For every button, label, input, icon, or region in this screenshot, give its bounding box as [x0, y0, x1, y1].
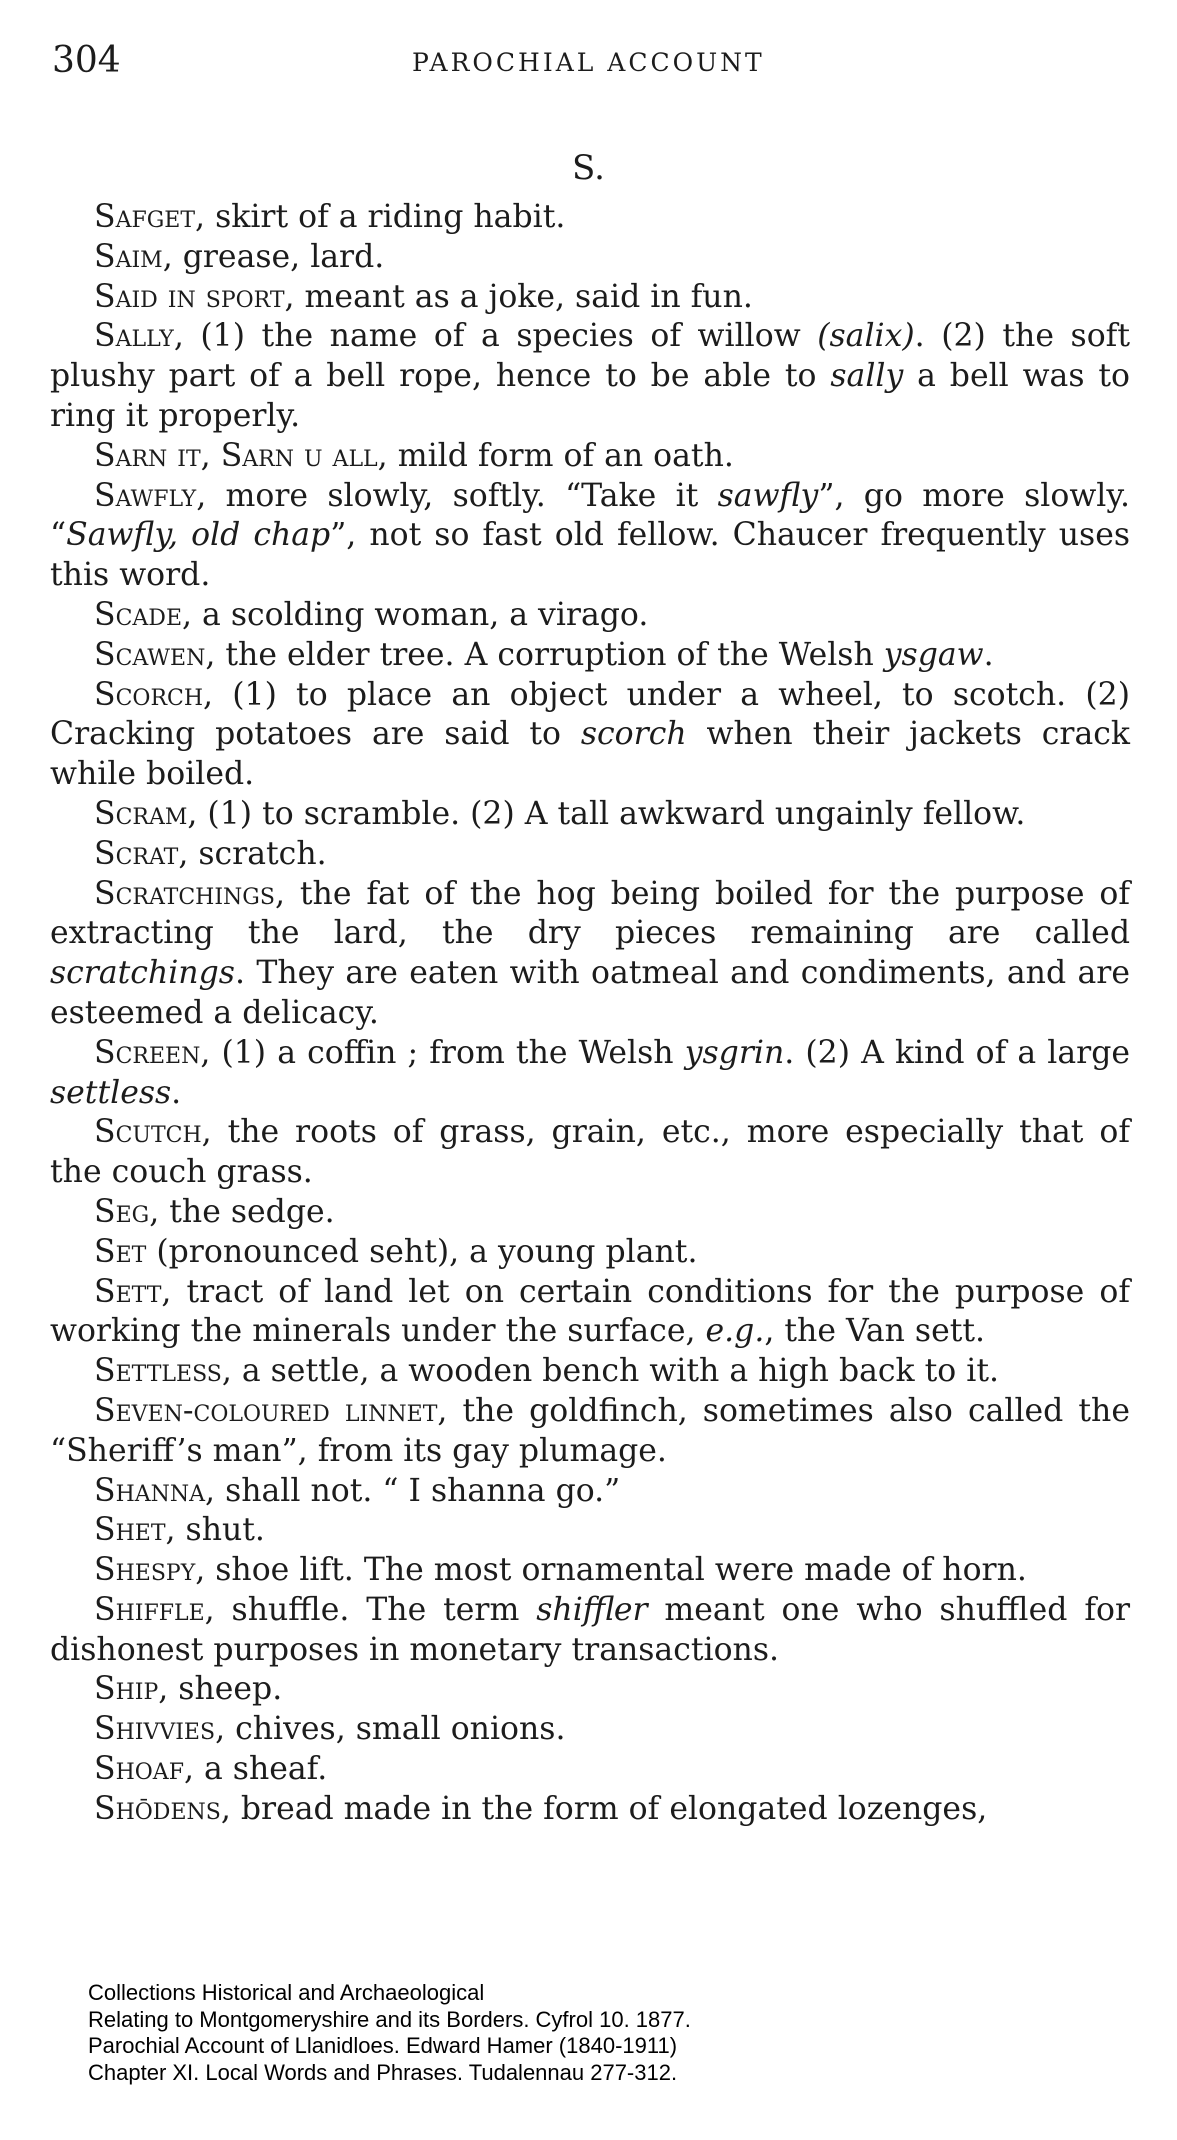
entry-italic-text: sally — [830, 358, 904, 395]
glossary-entry — [50, 317, 1130, 436]
entry-headword: Shivvies — [94, 1711, 216, 1748]
entry-italic-text: ysgaw — [883, 636, 984, 673]
entry-headword: Shoaf — [94, 1751, 184, 1788]
entry-headword: Shōdens — [94, 1790, 221, 1827]
entry-headword: Safget — [94, 199, 196, 235]
glossary-entry — [50, 1551, 1130, 1591]
entry-headword: Scratchings — [94, 875, 275, 912]
entry-headword: Shespy — [94, 1552, 196, 1589]
entry-text: , a sheaf. — [183, 1751, 328, 1788]
entry-text: , tract of land let on certain conditions for the purpose of working the minerals under the surface, — [50, 1273, 1130, 1350]
page-number: 304 — [52, 40, 121, 81]
citation-line: Collections Historical and Archaeological — [88, 1980, 485, 2005]
entry-headword: Sawfly — [94, 477, 197, 514]
entry-text: , the goldfinch, sometimes also called the “Sheriff’s man”, from its gay plumage. — [50, 1392, 1130, 1469]
entry-headword: Scade — [94, 596, 182, 633]
entry-headword: Scutch — [94, 1114, 202, 1151]
entry-text: , shuffle. The term — [204, 1591, 537, 1628]
entry-text: , the elder tree. A corruption of the Welsh — [205, 636, 884, 673]
entry-headword: Settless — [94, 1353, 222, 1390]
entry-text: , (1) to place an object under a wheel, to scotch. (2) Cracking potatoes are said to — [50, 676, 1130, 753]
entry-text: , more slowly, softly. “Take it — [196, 477, 718, 514]
entry-text: meant one who shuffled for dishonest purposes in monetary transactions. — [50, 1591, 1130, 1668]
entry-headword: Seg — [94, 1193, 150, 1230]
entry-text: , (1) to scramble. (2) A tall awkward ungainly fellow. — [187, 795, 1026, 832]
section-letter: S. — [572, 148, 605, 188]
entry-italic-text: e.g. — [705, 1313, 765, 1350]
entry-text: , shall not. “ I shanna go.” — [205, 1472, 621, 1509]
entry-headword: Scorch — [94, 676, 204, 713]
entry-headword: Sarn it — [94, 437, 201, 474]
entry-italic-text: scorch — [580, 716, 687, 753]
glossary-entry — [50, 1750, 1130, 1790]
glossary-entry — [50, 278, 1130, 318]
glossary-entry — [50, 1392, 1130, 1472]
glossary-entry — [50, 795, 1130, 835]
entry-headword: Said in sport — [94, 278, 285, 315]
glossary-entry — [50, 437, 1130, 477]
citation-line: Parochial Account of Llanidloes. Edward Hamer (1840-1911) — [88, 2033, 678, 2058]
source-citation — [88, 1980, 691, 2086]
entry-text: , scratch. — [178, 835, 327, 872]
entry-text: , — [200, 437, 221, 474]
entry-headword: Sally — [94, 318, 174, 355]
entry-headword: Shanna — [94, 1472, 206, 1509]
glossary-entry — [50, 1670, 1130, 1710]
glossary-entry — [50, 596, 1130, 636]
glossary-entry — [50, 1352, 1130, 1392]
glossary-entry — [50, 676, 1130, 795]
glossary-entry — [50, 477, 1130, 596]
citation-line: Chapter XI. Local Words and Phrases. Tudalennau 277-312. — [88, 2059, 678, 2085]
entry-headword: Shet — [94, 1512, 166, 1549]
entry-headword: Set — [94, 1233, 147, 1270]
entry-text: . They are eaten with oatmeal and condiments, and are esteemed a delicacy. — [50, 955, 1130, 1031]
entry-text: when their jackets crack while boiled. — [50, 716, 1131, 793]
entry-text: ”, not so fast old fellow. Chaucer frequently uses this word. — [50, 517, 1131, 594]
glossary-entry — [50, 1710, 1130, 1750]
entry-text: . (2) the soft plushy part of a bell rope, hence to be able to — [50, 318, 1130, 395]
entry-text: , sheep. — [158, 1671, 283, 1708]
entry-headword: Sett — [94, 1273, 162, 1310]
entry-text: ”, go more slowly. “ — [50, 477, 1130, 554]
entry-text: , mild form of an oath. — [377, 437, 734, 474]
glossary-entry — [50, 1233, 1130, 1273]
glossary-entry — [50, 636, 1130, 676]
glossary-entry — [50, 238, 1130, 278]
glossary-entry — [50, 1591, 1130, 1671]
entry-italic-text: settless — [50, 1074, 172, 1111]
entry-italic-text: scratchings — [50, 955, 235, 992]
entry-text: , the roots of grass, grain, etc., more especially that of the couch grass. — [50, 1114, 1130, 1191]
entry-text: . (2) A kind of a large — [784, 1034, 1130, 1071]
entry-text: (pronounced seht), a young plant. — [146, 1233, 698, 1270]
entry-text: , shoe lift. The most ornamental were made of horn. — [195, 1552, 1027, 1589]
running-title: PAROCHIAL ACCOUNT — [412, 48, 765, 77]
entry-headword: Screen — [94, 1034, 201, 1071]
glossary-entry — [50, 1113, 1130, 1193]
entry-text: . — [983, 636, 994, 673]
entry-text: , (1) the name of a species of willow — [173, 318, 818, 355]
entry-text: , bread made in the form of elongated lozenges, — [220, 1790, 988, 1827]
glossary-entry — [50, 835, 1130, 875]
entry-text: a bell was to ring it properly. — [50, 358, 1130, 434]
entry-text: , meant as a joke, said in fun. — [284, 278, 753, 315]
glossary-entry — [50, 1034, 1130, 1114]
entry-headword: Scram — [94, 795, 188, 832]
entry-headword: Saim — [94, 238, 163, 275]
glossary-entry — [50, 198, 1130, 238]
entry-headword: Ship — [94, 1671, 159, 1708]
entry-text: , chives, small onions. — [215, 1711, 566, 1748]
entry-text: , a scolding woman, a virago. — [182, 596, 649, 633]
entry-italic-text: Sawfly, old chap — [66, 517, 331, 554]
entry-headword: Scrat — [94, 835, 179, 872]
entry-headword: Shiffle — [94, 1591, 205, 1628]
entry-headword: Sarn u all — [220, 437, 378, 474]
entry-italic-text: sawfly — [717, 477, 819, 514]
entry-text: , the fat of the hog being boiled for the purpose of extracting the lard, the dry pieces remaining are called — [50, 875, 1130, 952]
glossary-entry — [50, 1511, 1130, 1551]
entry-italic-text: (salix) — [817, 318, 915, 355]
entry-italic-text: ysgrin — [684, 1034, 785, 1071]
glossary-entry — [50, 1790, 1130, 1830]
citation-line: Relating to Montgomeryshire and its Borders. Cyfrol 10. 1877. — [88, 2006, 691, 2032]
entry-text: . — [171, 1074, 182, 1111]
entry-text: , the sedge. — [149, 1193, 335, 1230]
entry-italic-text: shiffler — [536, 1591, 648, 1628]
entry-text: , a settle, a wooden bench with a high back to it. — [221, 1353, 1000, 1390]
page-header — [52, 40, 1142, 80]
entry-text: , grease, lard. — [162, 238, 385, 275]
entry-headword: Scawen — [94, 636, 206, 673]
entry-text: , the Van sett. — [764, 1313, 986, 1350]
glossary-entry — [50, 1273, 1130, 1353]
entry-text: , (1) a coffin ; from the Welsh — [200, 1034, 685, 1071]
glossary-entry — [50, 875, 1130, 1034]
entry-text: , shut. — [165, 1512, 265, 1549]
glossary-entry — [50, 1472, 1130, 1512]
entry-headword: Seven-coloured linnet — [94, 1392, 438, 1429]
glossary-entries — [50, 198, 1130, 1830]
entry-text: , skirt of a riding habit. — [195, 199, 566, 235]
glossary-entry — [50, 1193, 1130, 1233]
